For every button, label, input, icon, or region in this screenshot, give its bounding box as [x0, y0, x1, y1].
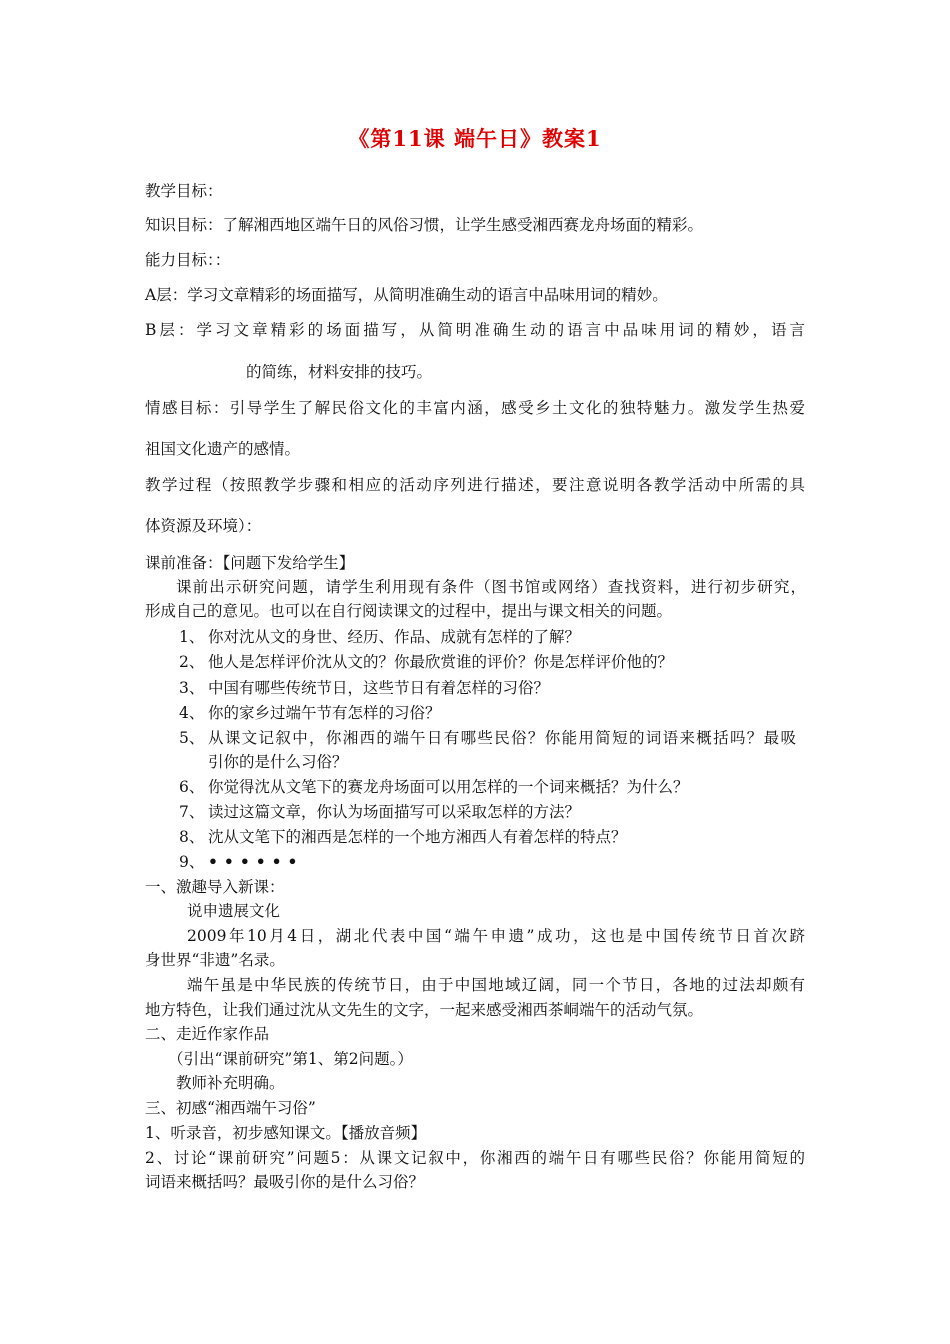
- section1-p2-line2: 地方特色，让我们通过沈从文先生的文字，一起来感受湘西茶峒端午的活动气氛。: [145, 1001, 704, 1019]
- question-number: 5、: [179, 729, 205, 747]
- process-line1: 教学过程（按照教学步骤和相应的活动序列进行描述，要注意说明各教学活动中所需的具: [145, 476, 805, 494]
- ability-goal-heading: 能力目标：：: [145, 251, 231, 269]
- question-text: 从课文记叙中，你湘西的端午日有哪些民俗？你能用简短的词语来概括吗？最吸: [208, 729, 796, 747]
- section1-p1-line1: 2009年10月4日，湖北代表中国“端午申遗”成功，这也是中国传统节日首次跻: [187, 927, 805, 945]
- question-number: 7、: [179, 803, 205, 821]
- emotion-goal-line2: 祖国文化遗产的感情。: [145, 440, 301, 458]
- level-b-goal-line2: 的简练，材料安排的技巧。: [246, 363, 433, 381]
- section2-p2: 教师补充明确。: [176, 1074, 285, 1092]
- prep-intro-line2: 形成自己的意见。也可以在自行阅读课文的过程中，提出与课文相关的问题。: [145, 602, 673, 620]
- section2-heading: 二、走近作家作品: [145, 1025, 270, 1043]
- question-text: 你觉得沈从文笔下的赛龙舟场面可以用怎样的一个词来概括？为什么？: [208, 778, 689, 796]
- section1-p1-line2: 身世界“非遗”名录。: [145, 951, 285, 969]
- question-number: 9、: [179, 853, 205, 871]
- emotion-goal-line1: 情感目标：引导学生了解民俗文化的丰富内涵，感受乡土文化的独特魅力。激发学生热爱: [145, 399, 805, 417]
- section3-heading: 三、初感“湘西端午习俗”: [145, 1099, 316, 1117]
- question-text: 读过这篇文章，你认为场面描写可以采取怎样的方法？: [208, 803, 581, 821]
- question-text: 你的家乡过端午节有怎样的习俗？: [208, 704, 441, 722]
- knowledge-goal: 知识目标：了解湘西地区端午日的风俗习惯，让学生感受湘西赛龙舟场面的精彩。: [145, 216, 704, 234]
- process-line2: 体资源及环境）：: [145, 517, 262, 535]
- question-text: ••••••: [208, 852, 304, 871]
- document-title: 《第11课 端午日》教案1: [348, 126, 602, 151]
- section1-subheading: 说申遗展文化: [187, 902, 281, 920]
- question-text: 你对沈从文的身世、经历、作品、成就有怎样的了解？: [208, 628, 581, 646]
- section1-heading: 一、激趣导入新课：: [145, 878, 285, 896]
- section3-item2-line1: 2、讨论“课前研究”问题5：从课文记叙中，你湘西的端午日有哪些民俗？你能用简短的: [145, 1149, 805, 1167]
- section3-item2-line2: 词语来概括吗？最吸引你的是什么习俗？: [145, 1173, 425, 1191]
- prep-heading: 课前准备：【问题下发给学生】: [145, 554, 355, 572]
- prep-intro-line1: 课前出示研究问题，请学生利用现有条件（图书馆或网络）查找资料，进行初步研究，: [176, 578, 806, 596]
- question-number: 4、: [179, 704, 205, 722]
- question-text-continued: 引你的是什么习俗？: [208, 753, 348, 771]
- goals-heading: 教学目标：: [145, 182, 223, 200]
- question-number: 2、: [179, 653, 205, 671]
- question-number: 3、: [179, 679, 205, 697]
- question-number: 1、: [179, 628, 205, 646]
- section2-p1: （引出“课前研究”第1、第2问题。）: [168, 1050, 413, 1068]
- question-number: 8、: [179, 828, 205, 846]
- question-number: 6、: [179, 778, 205, 796]
- level-b-goal-line1: B层：学习文章精彩的场面描写，从简明准确生动的语言中品味用词的精妙，语言: [145, 321, 805, 339]
- question-text: 中国有哪些传统节日，这些节日有着怎样的习俗？: [208, 679, 550, 697]
- section3-item1: 1、听录音，初步感知课文。【播放音频】: [145, 1124, 427, 1142]
- question-text: 沈从文笔下的湘西是怎样的一个地方湘西人有着怎样的特点？: [208, 828, 627, 846]
- section1-p2-line1: 端午虽是中华民族的传统节日，由于中国地域辽阔，同一个节日，各地的过法却颇有: [187, 976, 805, 994]
- level-a-goal: A层：学习文章精彩的场面描写，从简明准确生动的语言中品味用词的精妙。: [145, 286, 668, 304]
- question-text: 他人是怎样评价沈从文的？你最欣赏谁的评价？你是怎样评价他的？: [208, 653, 674, 671]
